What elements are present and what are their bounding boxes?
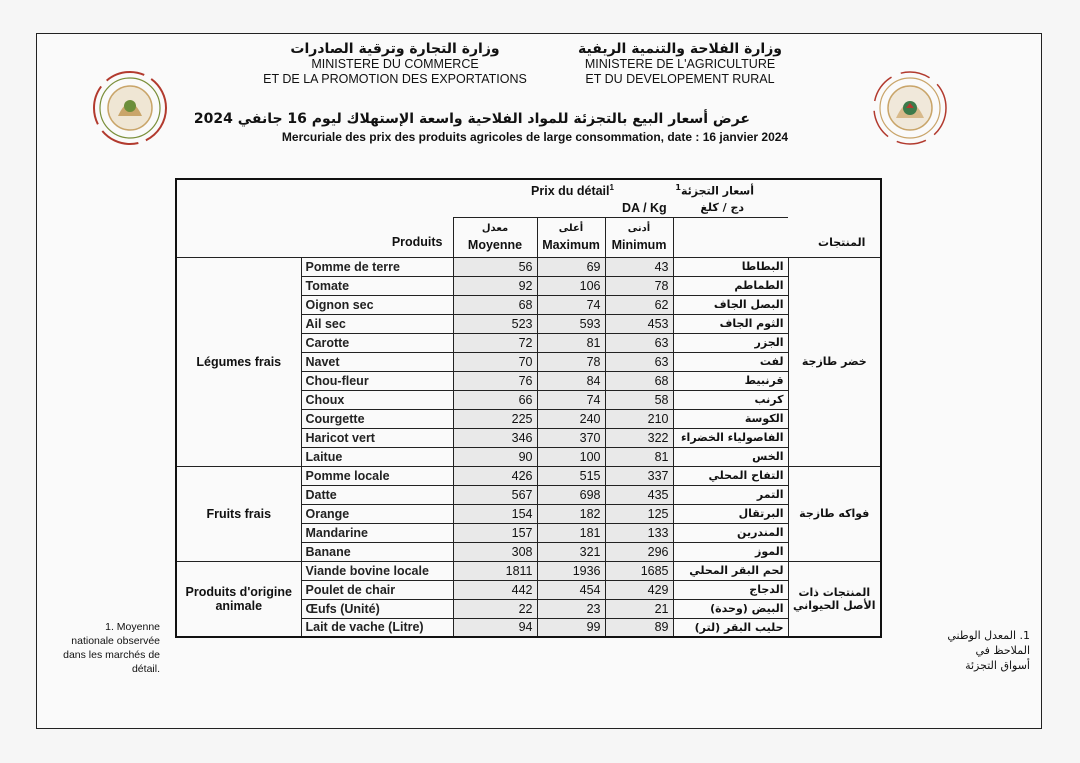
product-name-ar: لحم البقر المحلي (673, 561, 788, 580)
ministry-commerce-ar: وزارة التجارة وترقية الصادرات (290, 41, 500, 57)
price-minimum: 43 (605, 257, 673, 276)
price-minimum: 21 (605, 599, 673, 618)
price-maximum: 698 (537, 485, 605, 504)
ministry-agriculture-header (570, 42, 790, 87)
price-maximum: 78 (537, 352, 605, 371)
product-name: Chou-fleur (301, 371, 453, 390)
category-label: Légumes frais (176, 257, 301, 466)
price-maximum: 81 (537, 333, 605, 352)
product-name-ar: الموز (673, 542, 788, 561)
product-name-ar: البيض (وحدة) (673, 599, 788, 618)
price-maximum: 454 (537, 580, 605, 599)
price-moyenne: 68 (453, 295, 537, 314)
price-maximum: 74 (537, 390, 605, 409)
price-maximum: 84 (537, 371, 605, 390)
price-moyenne: 90 (453, 447, 537, 466)
price-minimum: 296 (605, 542, 673, 561)
ministry-agri-fr-2: ET DU DEVELOPEMENT RURAL (585, 72, 775, 86)
product-name-ar: حليب البقر (لتر) (673, 618, 788, 637)
price-moyenne: 92 (453, 276, 537, 295)
product-name: Poulet de chair (301, 580, 453, 599)
price-minimum: 89 (605, 618, 673, 637)
price-minimum: 58 (605, 390, 673, 409)
ministry-commerce-fr-1: MINISTERE DU COMMERCE (311, 57, 479, 71)
category-label-ar: المنتجات ذات الأصل الحيواني (788, 561, 881, 637)
price-maximum: 1936 (537, 561, 605, 580)
ministry-agri-ar: وزارة الفلاحة والتنمية الريفية (578, 41, 782, 57)
price-maximum: 106 (537, 276, 605, 295)
ministry-commerce-fr-2: ET DE LA PROMOTION DES EXPORTATIONS (263, 72, 527, 86)
price-minimum: 81 (605, 447, 673, 466)
price-maximum: 181 (537, 523, 605, 542)
table-row (176, 466, 881, 485)
ministry-agri-fr-1: MINISTERE DE L'AGRICULTURE (584, 57, 776, 71)
agriculture-seal-icon (870, 68, 950, 148)
product-name: Courgette (301, 409, 453, 428)
product-name: Pomme locale (301, 466, 453, 485)
price-moyenne: 346 (453, 428, 537, 447)
product-name-ar: الطماطم (673, 276, 788, 295)
moyenne-header: معدل Moyenne (453, 217, 537, 257)
prix-detail-header: Prix du détail$^1$ $^1$أسعار التجزئة DA / Kg دج / كلغ (531, 183, 755, 216)
produits-header-ar: المنتجات (788, 179, 881, 257)
price-minimum: 63 (605, 333, 673, 352)
maximum-header: أعلى Maximum (537, 217, 605, 257)
price-maximum: 69 (537, 257, 605, 276)
price-moyenne: 308 (453, 542, 537, 561)
product-name-ar: الدجاج (673, 580, 788, 599)
minimum-header: أدنى Minimum (605, 217, 673, 257)
product-name-ar: المندرين (673, 523, 788, 542)
price-moyenne: 154 (453, 504, 537, 523)
price-moyenne: 94 (453, 618, 537, 637)
product-name: Laitue (301, 447, 453, 466)
price-minimum: 210 (605, 409, 673, 428)
product-name-ar: البرتقال (673, 504, 788, 523)
price-maximum: 370 (537, 428, 605, 447)
product-name-ar: قرنبيط (673, 371, 788, 390)
category-label-ar: خضر طازجة (788, 257, 881, 466)
price-minimum: 1685 (605, 561, 673, 580)
price-minimum: 125 (605, 504, 673, 523)
product-name: Orange (301, 504, 453, 523)
product-name: Banane (301, 542, 453, 561)
product-name: Haricot vert (301, 428, 453, 447)
price-moyenne: 442 (453, 580, 537, 599)
price-minimum: 337 (605, 466, 673, 485)
price-maximum: 100 (537, 447, 605, 466)
product-name: Ail sec (301, 314, 453, 333)
category-label: Produits d'origine animale (176, 561, 301, 637)
price-minimum: 68 (605, 371, 673, 390)
product-name: Mandarine (301, 523, 453, 542)
category-label-ar: فواكه طازجة (788, 466, 881, 561)
price-maximum: 23 (537, 599, 605, 618)
product-name: Choux (301, 390, 453, 409)
price-minimum: 435 (605, 485, 673, 504)
price-maximum: 182 (537, 504, 605, 523)
price-moyenne: 72 (453, 333, 537, 352)
product-name: Lait de vache (Litre) (301, 618, 453, 637)
product-name-ar: التفاح المحلي (673, 466, 788, 485)
price-maximum: 593 (537, 314, 605, 333)
document-title-ar: عرض أسعار البيع بالتجزئة للمواد الفلاحية واسعة الإستهلاك ليوم 16 جانفي 2024 (193, 111, 750, 127)
footnote-ar: 1. المعدل الوطني الملاحظ في أسواق التجزئة (947, 629, 1030, 672)
product-name-ar: الكوسة (673, 409, 788, 428)
price-minimum: 62 (605, 295, 673, 314)
product-name-ar: الخس (673, 447, 788, 466)
price-moyenne: 56 (453, 257, 537, 276)
product-name-ar: البطاطا (673, 257, 788, 276)
product-name-ar: الجزر (673, 333, 788, 352)
price-minimum: 453 (605, 314, 673, 333)
category-label: Fruits frais (176, 466, 301, 561)
product-name-ar: التمر (673, 485, 788, 504)
price-minimum: 63 (605, 352, 673, 371)
price-maximum: 515 (537, 466, 605, 485)
price-moyenne: 157 (453, 523, 537, 542)
price-maximum: 74 (537, 295, 605, 314)
product-name: Tomate (301, 276, 453, 295)
table-row (176, 257, 881, 276)
product-name-ar: البصل الجاف (673, 295, 788, 314)
price-minimum: 78 (605, 276, 673, 295)
document-title-fr: Mercuriale des prix des produits agricoles de large consommation, date : 16 janvier 2024 (281, 130, 789, 144)
price-maximum: 99 (537, 618, 605, 637)
product-name: Œufs (Unité) (301, 599, 453, 618)
price-moyenne: 426 (453, 466, 537, 485)
price-moyenne: 1811 (453, 561, 537, 580)
product-name-ar: كرنب (673, 390, 788, 409)
table-row (176, 561, 881, 580)
product-name-ar: الفاصولياء الخضراء (673, 428, 788, 447)
price-minimum: 322 (605, 428, 673, 447)
product-name-ar: الثوم الجاف (673, 314, 788, 333)
price-minimum: 429 (605, 580, 673, 599)
product-name: Pomme de terre (301, 257, 453, 276)
footnote-fr: 1. Moyenne nationale observée dans les marchés de détail. (63, 621, 160, 675)
price-moyenne: 76 (453, 371, 537, 390)
product-name-ar: لفت (673, 352, 788, 371)
price-maximum: 240 (537, 409, 605, 428)
product-name: Oignon sec (301, 295, 453, 314)
product-name: Carotte (301, 333, 453, 352)
price-minimum: 133 (605, 523, 673, 542)
product-name: Navet (301, 352, 453, 371)
price-table (175, 178, 882, 638)
price-maximum: 321 (537, 542, 605, 561)
price-moyenne: 70 (453, 352, 537, 371)
price-moyenne: 225 (453, 409, 537, 428)
ministry-commerce-header (250, 42, 540, 87)
commerce-seal-icon (90, 68, 170, 148)
price-moyenne: 523 (453, 314, 537, 333)
product-name: Datte (301, 485, 453, 504)
price-moyenne: 22 (453, 599, 537, 618)
price-moyenne: 66 (453, 390, 537, 409)
price-moyenne: 567 (453, 485, 537, 504)
product-name: Viande bovine locale (301, 561, 453, 580)
produits-header: Produits (176, 179, 453, 257)
